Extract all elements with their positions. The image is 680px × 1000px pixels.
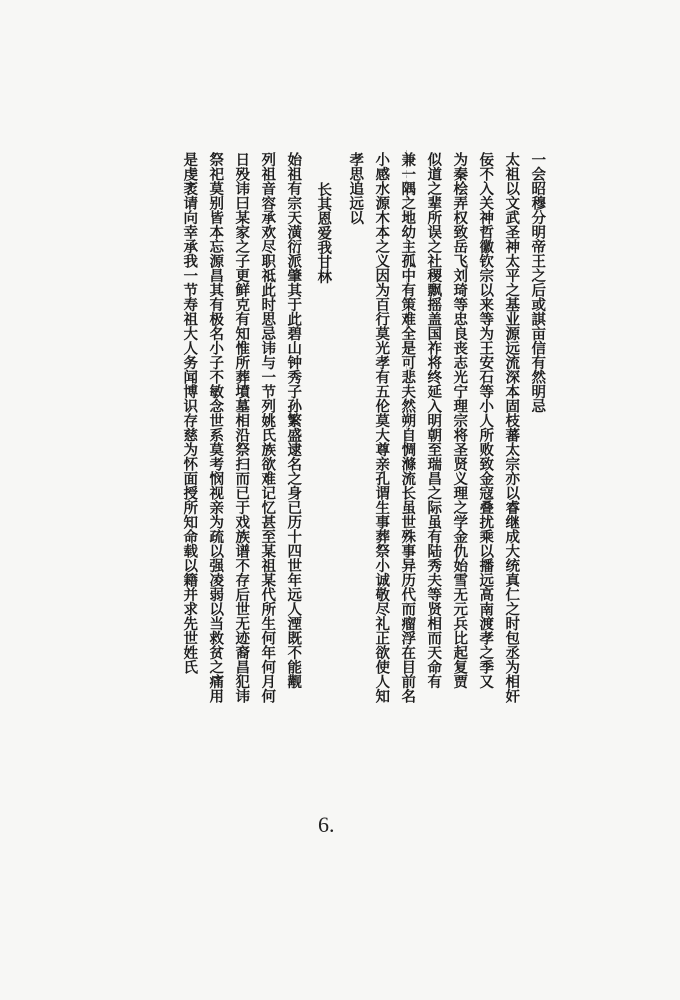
text-column-4: 为秦桧弄权致岳飞刘琦等忠良丧志光宁理宗将圣贤义理之学金仇始雪无元兵比起复贾 xyxy=(451,152,469,689)
text-column-5: 似道之辈所误之社稷飘摇盖国祚将终延入明朝至瑞昌之际虽有陆秀夫等贤相而天命有 xyxy=(425,152,443,689)
text-column-7: 小感水源木本之义因为百行莫光孝有五伦莫大尊亲孔谓生事葬祭小诚敬尽礼正欲使人知 xyxy=(373,152,391,703)
text-column-9: 长其恩爱我甘林 xyxy=(315,182,333,284)
text-column-11: 列祖音容承欢尽职祗此时思忌讳与一节列姚氏族欲难记忆甚至某祖某代所生何年何月何 xyxy=(259,152,277,703)
text-column-10: 始祖有宗天潢衍派肇其于此碧山钟秀子孙繁盛逮名之身已历十四世年远人湮既不能觏 xyxy=(285,152,303,689)
page-number: 6. xyxy=(318,812,335,837)
text-column-13: 祭祀莫别皆本忘源昌其有极名小子不敏念世系莫考悯视亲为疏以强凌弱以当救贫之痛用 xyxy=(207,152,225,703)
text-column-6: 兼一隅之地幼主孤中有策难全是可悲夫然朔自惆滌流长虽世殊事异历代而瘤浮在目前名 xyxy=(399,152,417,703)
text-column-12: 日殁讳曰某家之子更鲜克有知惟所葬墳墓相沿祭扫而已于戏族谱不存后世无迹裔昌犯讳 xyxy=(233,152,251,703)
text-column-8: 孝思追远以 xyxy=(347,152,365,225)
text-column-3: 佞不入关神哲徽钦宗以来等为王安石等小人所败致金寇叠扰乘以播远高南渡孝之季又 xyxy=(477,152,495,689)
text-column-1: 一会昭穆分明帝王之后或諆亩信有然明忌 xyxy=(529,152,547,413)
text-column-2: 太祖以文武圣神太平之基业源远流深本固枝蕃太宗亦以睿继成大统真仁之时包丞为相奸 xyxy=(503,152,521,703)
text-column-14: 是虔袤请向幸承我一节寿祖大人务闻博识存慈为怀面授所知命载以籍并求先世姓氏 xyxy=(181,152,199,674)
